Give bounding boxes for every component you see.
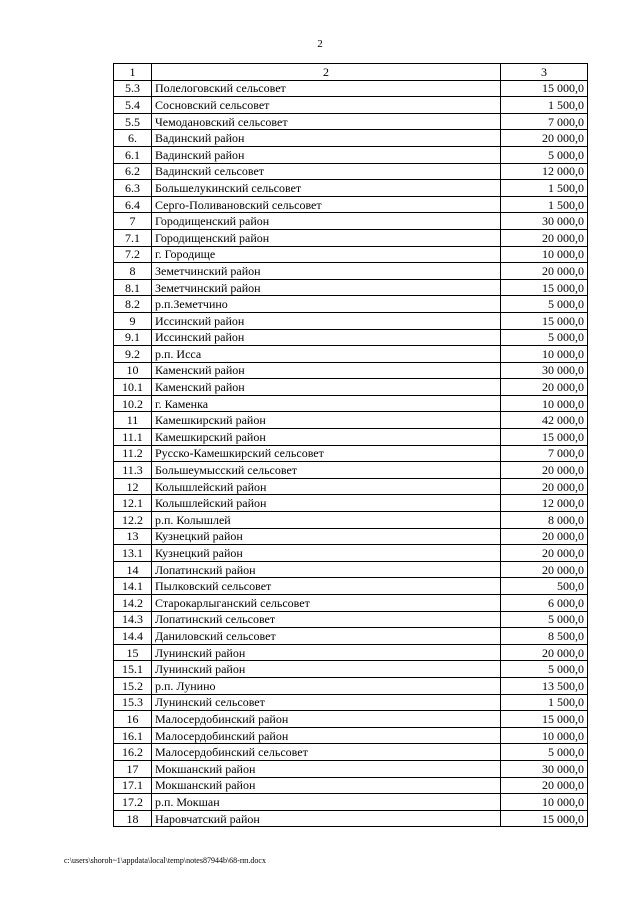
table-row <box>114 677 588 694</box>
table-row <box>114 146 588 163</box>
row-amount-cell: 20 000,0 <box>501 528 588 545</box>
row-amount-cell: 15 000,0 <box>501 711 588 728</box>
row-name-cell: Пылковский сельсовет <box>152 578 501 595</box>
row-name-cell: Русско-Камешкирский сельсовет <box>152 445 501 462</box>
row-number-cell: 12 <box>114 478 152 495</box>
row-name-cell: Большеумысский сельсовет <box>152 462 501 479</box>
row-amount-cell: 20 000,0 <box>501 263 588 280</box>
row-number-cell: 16 <box>114 711 152 728</box>
row-name-cell: Камешкирский район <box>152 429 501 446</box>
row-name-cell: Кузнецкий район <box>152 528 501 545</box>
row-name-cell: Камешкирский район <box>152 412 501 429</box>
row-amount-cell: 20 000,0 <box>501 644 588 661</box>
column-header-number: 1 <box>114 64 152 81</box>
table-row <box>114 561 588 578</box>
row-number-cell: 9.1 <box>114 329 152 346</box>
row-name-cell: р.п. Лунино <box>152 677 501 694</box>
row-name-cell: Лунинский сельсовет <box>152 694 501 711</box>
row-number-cell: 7.2 <box>114 246 152 263</box>
row-name-cell: Каменский район <box>152 379 501 396</box>
row-number-cell: 12.1 <box>114 495 152 512</box>
row-name-cell: р.п. Мокшан <box>152 794 501 811</box>
row-amount-cell: 13 500,0 <box>501 677 588 694</box>
row-name-cell: Мокшанский район <box>152 760 501 777</box>
page-number: 2 <box>317 38 323 50</box>
row-amount-cell: 20 000,0 <box>501 561 588 578</box>
row-number-cell: 11.1 <box>114 429 152 446</box>
row-number-cell: 16.1 <box>114 727 152 744</box>
row-name-cell: Иссинский район <box>152 329 501 346</box>
row-amount-cell: 5 000,0 <box>501 661 588 678</box>
row-amount-cell: 20 000,0 <box>501 462 588 479</box>
row-amount-cell: 7 000,0 <box>501 445 588 462</box>
row-amount-cell: 5 000,0 <box>501 296 588 313</box>
table-row <box>114 296 588 313</box>
table-row <box>114 80 588 97</box>
row-number-cell: 10 <box>114 362 152 379</box>
table-row <box>114 777 588 794</box>
row-name-cell: г. Каменка <box>152 395 501 412</box>
row-amount-cell: 20 000,0 <box>501 229 588 246</box>
row-amount-cell: 10 000,0 <box>501 395 588 412</box>
row-name-cell: Лунинский район <box>152 644 501 661</box>
row-number-cell: 14.3 <box>114 611 152 628</box>
table-row <box>114 329 588 346</box>
row-name-cell: Сосновский сельсовет <box>152 97 501 114</box>
row-name-cell: Земетчинский район <box>152 263 501 280</box>
row-number-cell: 8.1 <box>114 279 152 296</box>
row-amount-cell: 15 000,0 <box>501 429 588 446</box>
row-number-cell: 6. <box>114 130 152 147</box>
row-name-cell: Даниловский сельсовет <box>152 628 501 645</box>
allocation-table <box>113 63 588 827</box>
row-amount-cell: 30 000,0 <box>501 760 588 777</box>
table-header-row <box>114 64 588 81</box>
table-row <box>114 246 588 263</box>
row-name-cell: Лунинский район <box>152 661 501 678</box>
row-number-cell: 6.4 <box>114 196 152 213</box>
row-number-cell: 13 <box>114 528 152 545</box>
row-amount-cell: 20 000,0 <box>501 379 588 396</box>
row-name-cell: Малосердобинский сельсовет <box>152 744 501 761</box>
row-amount-cell: 5 000,0 <box>501 146 588 163</box>
row-amount-cell: 500,0 <box>501 578 588 595</box>
table-row <box>114 395 588 412</box>
table-row <box>114 279 588 296</box>
row-name-cell: Вадинский район <box>152 130 501 147</box>
table-row <box>114 379 588 396</box>
row-number-cell: 18 <box>114 810 152 827</box>
row-number-cell: 6.3 <box>114 180 152 197</box>
row-number-cell: 15.3 <box>114 694 152 711</box>
table-row <box>114 512 588 529</box>
row-number-cell: 13.1 <box>114 545 152 562</box>
row-name-cell: Кузнецкий район <box>152 545 501 562</box>
row-name-cell: Лопатинский сельсовет <box>152 611 501 628</box>
table-row <box>114 97 588 114</box>
table-row <box>114 130 588 147</box>
row-amount-cell: 5 000,0 <box>501 329 588 346</box>
row-amount-cell: 20 000,0 <box>501 130 588 147</box>
row-name-cell: Полелоговский сельсовет <box>152 80 501 97</box>
table-row <box>114 545 588 562</box>
row-number-cell: 15 <box>114 644 152 661</box>
table-row <box>114 528 588 545</box>
table-row <box>114 794 588 811</box>
row-amount-cell: 7 000,0 <box>501 113 588 130</box>
row-number-cell: 10.1 <box>114 379 152 396</box>
row-name-cell: Вадинский район <box>152 146 501 163</box>
row-name-cell: г. Городище <box>152 246 501 263</box>
table-row <box>114 213 588 230</box>
row-amount-cell: 30 000,0 <box>501 213 588 230</box>
row-number-cell: 14.1 <box>114 578 152 595</box>
row-name-cell: Городищенский район <box>152 229 501 246</box>
row-number-cell: 9 <box>114 312 152 329</box>
row-name-cell: Колышлейский район <box>152 478 501 495</box>
table-row <box>114 661 588 678</box>
row-amount-cell: 15 000,0 <box>501 279 588 296</box>
row-name-cell: р.п. Исса <box>152 346 501 363</box>
table-row <box>114 429 588 446</box>
table-row <box>114 711 588 728</box>
row-name-cell: Большелукинский сельсовет <box>152 180 501 197</box>
row-number-cell: 17.2 <box>114 794 152 811</box>
row-amount-cell: 10 000,0 <box>501 246 588 263</box>
row-name-cell: Чемодановский сельсовет <box>152 113 501 130</box>
table-row <box>114 727 588 744</box>
row-name-cell: Каменский район <box>152 362 501 379</box>
table-row <box>114 263 588 280</box>
row-name-cell: Малосердобинский район <box>152 727 501 744</box>
table-row <box>114 412 588 429</box>
row-amount-cell: 5 000,0 <box>501 744 588 761</box>
row-name-cell: Иссинский район <box>152 312 501 329</box>
row-name-cell: р.п.Земетчино <box>152 296 501 313</box>
row-number-cell: 8 <box>114 263 152 280</box>
row-amount-cell: 8 000,0 <box>501 512 588 529</box>
row-name-cell: Городищенский район <box>152 213 501 230</box>
table-row <box>114 362 588 379</box>
row-amount-cell: 6 000,0 <box>501 595 588 612</box>
row-amount-cell: 10 000,0 <box>501 346 588 363</box>
row-amount-cell: 30 000,0 <box>501 362 588 379</box>
table-row <box>114 163 588 180</box>
table-row <box>114 478 588 495</box>
row-number-cell: 12.2 <box>114 512 152 529</box>
table-row <box>114 113 588 130</box>
table-row <box>114 495 588 512</box>
row-amount-cell: 42 000,0 <box>501 412 588 429</box>
row-amount-cell: 5 000,0 <box>501 611 588 628</box>
row-name-cell: Серго-Поливановский сельсовет <box>152 196 501 213</box>
row-number-cell: 8.2 <box>114 296 152 313</box>
column-header-amount: 3 <box>501 64 588 81</box>
table-row <box>114 229 588 246</box>
row-amount-cell: 20 000,0 <box>501 478 588 495</box>
table-row <box>114 445 588 462</box>
row-number-cell: 7.1 <box>114 229 152 246</box>
row-number-cell: 14.2 <box>114 595 152 612</box>
row-name-cell: Малосердобинский район <box>152 711 501 728</box>
row-amount-cell: 15 000,0 <box>501 312 588 329</box>
row-number-cell: 6.2 <box>114 163 152 180</box>
row-amount-cell: 8 500,0 <box>501 628 588 645</box>
row-number-cell: 7 <box>114 213 152 230</box>
row-amount-cell: 1 500,0 <box>501 196 588 213</box>
row-number-cell: 15.2 <box>114 677 152 694</box>
table-row <box>114 180 588 197</box>
row-number-cell: 5.3 <box>114 80 152 97</box>
row-name-cell: Наровчатский район <box>152 810 501 827</box>
row-number-cell: 11 <box>114 412 152 429</box>
row-name-cell: р.п. Колышлей <box>152 512 501 529</box>
table-row <box>114 462 588 479</box>
table-row <box>114 628 588 645</box>
table-row <box>114 578 588 595</box>
row-amount-cell: 10 000,0 <box>501 727 588 744</box>
row-amount-cell: 1 500,0 <box>501 97 588 114</box>
row-amount-cell: 20 000,0 <box>501 545 588 562</box>
row-amount-cell: 15 000,0 <box>501 810 588 827</box>
row-number-cell: 17 <box>114 760 152 777</box>
row-name-cell: Земетчинский район <box>152 279 501 296</box>
footer-file-path: c:\users\shoroh~1\appdata\local\temp\notes87944b\68-пп.docx <box>64 856 266 865</box>
table-row <box>114 196 588 213</box>
row-amount-cell: 1 500,0 <box>501 180 588 197</box>
row-amount-cell: 20 000,0 <box>501 777 588 794</box>
row-number-cell: 9.2 <box>114 346 152 363</box>
row-number-cell: 17.1 <box>114 777 152 794</box>
table-row <box>114 810 588 827</box>
table-row <box>114 346 588 363</box>
row-amount-cell: 12 000,0 <box>501 163 588 180</box>
row-amount-cell: 12 000,0 <box>501 495 588 512</box>
table-row <box>114 644 588 661</box>
row-number-cell: 11.2 <box>114 445 152 462</box>
table-row <box>114 694 588 711</box>
row-number-cell: 16.2 <box>114 744 152 761</box>
table-row <box>114 595 588 612</box>
table-row <box>114 312 588 329</box>
row-number-cell: 6.1 <box>114 146 152 163</box>
row-amount-cell: 1 500,0 <box>501 694 588 711</box>
row-name-cell: Колышлейский район <box>152 495 501 512</box>
row-amount-cell: 15 000,0 <box>501 80 588 97</box>
row-amount-cell: 10 000,0 <box>501 794 588 811</box>
column-header-name: 2 <box>152 64 501 81</box>
row-number-cell: 10.2 <box>114 395 152 412</box>
row-number-cell: 5.5 <box>114 113 152 130</box>
row-name-cell: Старокарлыганский сельсовет <box>152 595 501 612</box>
table-row <box>114 611 588 628</box>
table-body <box>114 64 588 827</box>
row-number-cell: 14 <box>114 561 152 578</box>
table-row <box>114 760 588 777</box>
row-number-cell: 15.1 <box>114 661 152 678</box>
row-name-cell: Вадинский сельсовет <box>152 163 501 180</box>
row-name-cell: Лопатинский район <box>152 561 501 578</box>
table-row <box>114 744 588 761</box>
row-name-cell: Мокшанский район <box>152 777 501 794</box>
row-number-cell: 14.4 <box>114 628 152 645</box>
row-number-cell: 11.3 <box>114 462 152 479</box>
row-number-cell: 5.4 <box>114 97 152 114</box>
